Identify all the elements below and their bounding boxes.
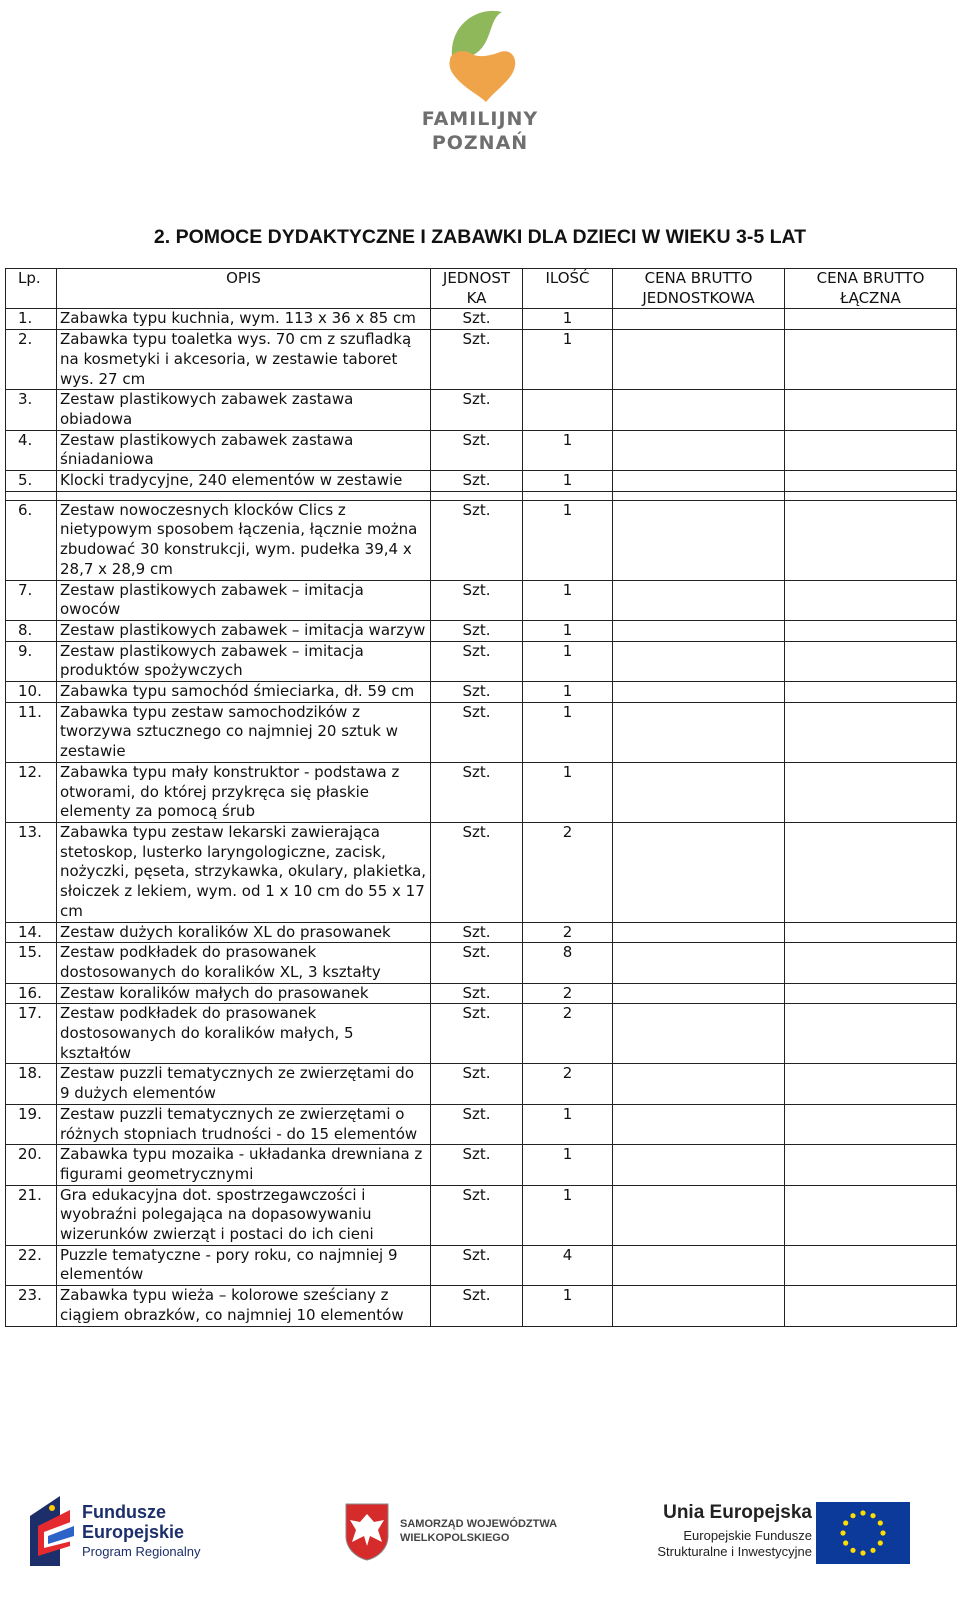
- cell-lp: 23.: [6, 1286, 57, 1326]
- table-row: [6, 1064, 957, 1104]
- table-row: [6, 620, 957, 641]
- fundusze-europejskie-logo: [30, 1494, 230, 1574]
- cell-unit-price: [613, 430, 785, 470]
- cell-total-price: [785, 330, 957, 390]
- cell-lp: 20.: [6, 1145, 57, 1185]
- table-row: [6, 641, 957, 681]
- eu-star-icon: [860, 1550, 865, 1555]
- table-row: [6, 430, 957, 470]
- col-header-total-price: CENA BRUTTO ŁĄCZNA: [785, 269, 957, 309]
- eu-flag-icon: [816, 1502, 910, 1564]
- cell-unit: Szt.: [431, 620, 523, 641]
- col-header-unit-price: CENA BRUTTO JEDNOSTKOWA: [613, 269, 785, 309]
- table-row: [6, 1104, 957, 1144]
- cell-unit: Szt.: [431, 983, 523, 1004]
- cell-total-price: [785, 500, 957, 580]
- footer-logos: [0, 1494, 960, 1574]
- cell-unit: Szt.: [431, 309, 523, 330]
- eu-star-icon: [840, 1530, 845, 1535]
- table-row: [6, 1286, 957, 1326]
- cell-unit-price: [613, 580, 785, 620]
- spacer-cell: [613, 491, 785, 500]
- cell-desc: Puzzle tematyczne - pory roku, co najmniej 9 elementów: [57, 1245, 431, 1285]
- cell-unit-price: [613, 1145, 785, 1185]
- cell-unit-price: [613, 1286, 785, 1326]
- cell-desc: Zestaw plastikowych zabawek – imitacja produktów spożywczych: [57, 641, 431, 681]
- cell-lp: 22.: [6, 1245, 57, 1285]
- cell-lp: 7.: [6, 580, 57, 620]
- cell-total-price: [785, 1245, 957, 1285]
- cell-unit: Szt.: [431, 1185, 523, 1245]
- eu-star-icon: [850, 1513, 855, 1518]
- cell-qty: 1: [523, 641, 613, 681]
- logo-mark-icon: [420, 4, 540, 114]
- cell-lp: 13.: [6, 822, 57, 922]
- cell-unit: Szt.: [431, 922, 523, 943]
- cell-qty: 1: [523, 471, 613, 492]
- cell-unit-price: [613, 500, 785, 580]
- spacer-cell: [785, 491, 957, 500]
- cell-total-price: [785, 1185, 957, 1245]
- cell-unit-price: [613, 471, 785, 492]
- cell-total-price: [785, 620, 957, 641]
- cell-qty: 4: [523, 1245, 613, 1285]
- cell-unit: Szt.: [431, 1145, 523, 1185]
- cell-desc: Klocki tradycyjne, 240 elementów w zestawie: [57, 471, 431, 492]
- cell-lp: 19.: [6, 1104, 57, 1144]
- cell-qty: 1: [523, 1185, 613, 1245]
- fe-text-2: Europejskie: [82, 1522, 185, 1542]
- cell-unit-price: [613, 682, 785, 703]
- cell-total-price: [785, 682, 957, 703]
- cell-lp: 4.: [6, 430, 57, 470]
- cell-lp: 6.: [6, 500, 57, 580]
- familijny-poznan-logo: [420, 4, 540, 164]
- cell-unit-price: [613, 620, 785, 641]
- fe-flag-icon: [30, 1496, 78, 1566]
- cell-unit: Szt.: [431, 682, 523, 703]
- cell-desc: Zestaw podkładek do prasowanek dostosowanych do koralików małych, 5 kształtów: [57, 1004, 431, 1064]
- cell-desc: Zestaw nowoczesnych klocków Clics z nietypowym sposobem łączenia, łącznie można zbudować 30 konstrukcji, wym. pudełka 39,4 x 28,7 x 28,9 cm: [57, 500, 431, 580]
- eu-star-icon: [860, 1510, 865, 1515]
- cell-qty: 2: [523, 1064, 613, 1104]
- cell-unit-price: [613, 943, 785, 983]
- table-row: [6, 390, 957, 430]
- cell-unit: Szt.: [431, 1286, 523, 1326]
- cell-total-price: [785, 641, 957, 681]
- table-row: [6, 330, 957, 390]
- table-row: [6, 922, 957, 943]
- cell-total-price: [785, 983, 957, 1004]
- col-header-qty: ILOŚĆ: [523, 269, 613, 309]
- cell-total-price: [785, 580, 957, 620]
- cell-lp: 14.: [6, 922, 57, 943]
- cell-unit: Szt.: [431, 943, 523, 983]
- cell-total-price: [785, 430, 957, 470]
- unia-europejska-logo: [650, 1496, 920, 1574]
- cell-lp: 18.: [6, 1064, 57, 1104]
- spacer-cell: [6, 491, 57, 500]
- cell-unit: Szt.: [431, 471, 523, 492]
- eu-star-icon: [880, 1530, 885, 1535]
- cell-desc: Zestaw plastikowych zabawek zastawa śniadaniowa: [57, 430, 431, 470]
- cell-desc: Zabawka typu mozaika - układanka drewniana z figurami geometrycznymi: [57, 1145, 431, 1185]
- table-row: [6, 1145, 957, 1185]
- cell-desc: Gra edukacyjna dot. spostrzegawczości i wyobraźni polegająca na dopasowywaniu wizerunków zwierząt i postaci do ich cieni: [57, 1185, 431, 1245]
- cell-qty: 1: [523, 762, 613, 822]
- cell-unit-price: [613, 702, 785, 762]
- cell-unit: Szt.: [431, 762, 523, 822]
- cell-qty: 1: [523, 620, 613, 641]
- ue-text-2: Europejskie Fundusze: [683, 1528, 812, 1543]
- cell-lp: 16.: [6, 983, 57, 1004]
- cell-unit: Szt.: [431, 500, 523, 580]
- cell-lp: 8.: [6, 620, 57, 641]
- cell-lp: 12.: [6, 762, 57, 822]
- cell-total-price: [785, 390, 957, 430]
- cell-qty: 1: [523, 702, 613, 762]
- table-header-row: [6, 269, 957, 309]
- cell-unit: Szt.: [431, 1064, 523, 1104]
- cell-unit: Szt.: [431, 641, 523, 681]
- cell-desc: Zabawka typu wieża – kolorowe sześciany z ciągiem obrazków, co najmniej 10 elementów: [57, 1286, 431, 1326]
- table-row: [6, 580, 957, 620]
- cell-unit-price: [613, 330, 785, 390]
- cell-unit-price: [613, 641, 785, 681]
- cell-total-price: [785, 1104, 957, 1144]
- cell-desc: Zabawka typu kuchnia, wym. 113 x 36 x 85 cm: [57, 309, 431, 330]
- cell-desc: Zestaw puzzli tematycznych ze zwierzętami do 9 dużych elementów: [57, 1064, 431, 1104]
- eu-star-icon: [878, 1520, 883, 1525]
- cell-lp: 21.: [6, 1185, 57, 1245]
- cell-unit-price: [613, 822, 785, 922]
- cell-unit: Szt.: [431, 702, 523, 762]
- cell-qty: 1: [523, 1145, 613, 1185]
- cell-desc: Zabawka typu zestaw samochodzików z tworzywa sztucznego co najmniej 20 sztuk w zestawie: [57, 702, 431, 762]
- cell-unit-price: [613, 922, 785, 943]
- cell-total-price: [785, 822, 957, 922]
- cell-unit: Szt.: [431, 1004, 523, 1064]
- eu-star-icon: [850, 1548, 855, 1553]
- cell-total-price: [785, 1286, 957, 1326]
- cell-unit-price: [613, 390, 785, 430]
- cell-qty: 1: [523, 580, 613, 620]
- col-header-unit: JEDNOST KA: [431, 269, 523, 309]
- cell-qty: [523, 390, 613, 430]
- table-row: [6, 702, 957, 762]
- cell-qty: 2: [523, 822, 613, 922]
- table-body: [6, 309, 957, 1326]
- table-row: [6, 1004, 957, 1064]
- table-row: [6, 682, 957, 703]
- eu-star-icon: [843, 1540, 848, 1545]
- cell-desc: Zestaw puzzli tematycznych ze zwierzętami o różnych stopniach trudności - do 15 elementów: [57, 1104, 431, 1144]
- cell-lp: 11.: [6, 702, 57, 762]
- cell-unit-price: [613, 1004, 785, 1064]
- cell-total-price: [785, 922, 957, 943]
- eu-star-icon: [843, 1520, 848, 1525]
- cell-unit-price: [613, 1185, 785, 1245]
- spacer-cell: [57, 491, 431, 500]
- eu-star-icon: [870, 1513, 875, 1518]
- samorzad-logo: [344, 1502, 558, 1572]
- cell-unit-price: [613, 1104, 785, 1144]
- items-table: [5, 268, 957, 1327]
- cell-desc: Zestaw podkładek do prasowanek dostosowanych do koralików XL, 3 kształty: [57, 943, 431, 983]
- cell-lp: 3.: [6, 390, 57, 430]
- cell-lp: 1.: [6, 309, 57, 330]
- cell-desc: Zabawka typu samochód śmieciarka, dł. 59 cm: [57, 682, 431, 703]
- cell-lp: 17.: [6, 1004, 57, 1064]
- table-row: [6, 471, 957, 492]
- cell-qty: 1: [523, 330, 613, 390]
- cell-total-price: [785, 943, 957, 983]
- eu-star-icon: [878, 1540, 883, 1545]
- logo-text-line1: FAMILIJNY: [421, 108, 539, 130]
- cell-desc: Zestaw plastikowych zabawek zastawa obiadowa: [57, 390, 431, 430]
- cell-unit: Szt.: [431, 430, 523, 470]
- cell-unit: Szt.: [431, 580, 523, 620]
- logo-text-line2: POZNAŃ: [431, 132, 529, 154]
- cell-qty: 2: [523, 922, 613, 943]
- cell-desc: Zabawka typu mały konstruktor - podstawa z otworami, do której przykręca się płaskie elementy za pomocą śrub: [57, 762, 431, 822]
- cell-qty: 8: [523, 943, 613, 983]
- cell-lp: 5.: [6, 471, 57, 492]
- cell-qty: 2: [523, 1004, 613, 1064]
- cell-unit-price: [613, 1245, 785, 1285]
- cell-lp: 9.: [6, 641, 57, 681]
- ue-text-3: Strukturalne i Inwestycyjne: [657, 1544, 812, 1559]
- cell-lp: 15.: [6, 943, 57, 983]
- table-spacer-row: [6, 491, 957, 500]
- cell-desc: Zabawka typu zestaw lekarski zawierająca stetoskop, lusterko laryngologiczne, zacisk, nożyczki, pęseta, strzykawka, okulary, plakietka, słoiczek z lekiem, wym. od 1 x 10 cm do 55 x 17 cm: [57, 822, 431, 922]
- col-header-opis: OPIS: [57, 269, 431, 309]
- cell-total-price: [785, 1064, 957, 1104]
- fe-text-1: Fundusze: [82, 1502, 166, 1522]
- cell-unit: Szt.: [431, 1245, 523, 1285]
- table-row: [6, 1245, 957, 1285]
- table-row: [6, 1185, 957, 1245]
- cell-qty: 1: [523, 1104, 613, 1144]
- cell-unit: Szt.: [431, 390, 523, 430]
- cell-lp: 2.: [6, 330, 57, 390]
- cell-qty: 1: [523, 309, 613, 330]
- sw-text-1: SAMORZĄD WOJEWÓDZTWA: [400, 1518, 558, 1530]
- cell-total-price: [785, 309, 957, 330]
- cell-desc: Zabawka typu toaletka wys. 70 cm z szufladką na kosmetyki i akcesoria, w zestawie taboret wys. 27 cm: [57, 330, 431, 390]
- spacer-cell: [431, 491, 523, 500]
- cell-unit: Szt.: [431, 330, 523, 390]
- col-header-lp: Lp.: [6, 269, 57, 309]
- eu-star-icon: [870, 1548, 875, 1553]
- cell-qty: 1: [523, 1286, 613, 1326]
- fe-text-3: Program Regionalny: [82, 1544, 201, 1559]
- cell-desc: Zestaw dużych koralików XL do prasowanek: [57, 922, 431, 943]
- cell-qty: 1: [523, 682, 613, 703]
- cell-lp: 10.: [6, 682, 57, 703]
- cell-qty: 2: [523, 983, 613, 1004]
- cell-desc: Zestaw koralików małych do prasowanek: [57, 983, 431, 1004]
- table-row: [6, 822, 957, 922]
- cell-unit-price: [613, 1064, 785, 1104]
- table-row: [6, 983, 957, 1004]
- section-title: 2. POMOCE DYDAKTYCZNE I ZABAWKI DLA DZIECI W WIEKU 3-5 LAT: [153, 226, 807, 248]
- cell-desc: Zestaw plastikowych zabawek – imitacja warzyw: [57, 620, 431, 641]
- cell-qty: 1: [523, 500, 613, 580]
- table-row: [6, 500, 957, 580]
- cell-total-price: [785, 471, 957, 492]
- herb-eagle-icon: [344, 1502, 390, 1562]
- sw-text-2: WIELKOPOLSKIEGO: [400, 1532, 510, 1544]
- table-row: [6, 309, 957, 330]
- ue-text-1: Unia Europejska: [663, 1502, 812, 1523]
- table-row: [6, 943, 957, 983]
- cell-unit-price: [613, 309, 785, 330]
- cell-total-price: [785, 762, 957, 822]
- cell-total-price: [785, 1004, 957, 1064]
- table-row: [6, 762, 957, 822]
- spacer-cell: [523, 491, 613, 500]
- cell-total-price: [785, 1145, 957, 1185]
- cell-total-price: [785, 702, 957, 762]
- cell-unit-price: [613, 983, 785, 1004]
- cell-unit: Szt.: [431, 822, 523, 922]
- cell-desc: Zestaw plastikowych zabawek – imitacja owoców: [57, 580, 431, 620]
- cell-unit-price: [613, 762, 785, 822]
- cell-qty: 1: [523, 430, 613, 470]
- cell-unit: Szt.: [431, 1104, 523, 1144]
